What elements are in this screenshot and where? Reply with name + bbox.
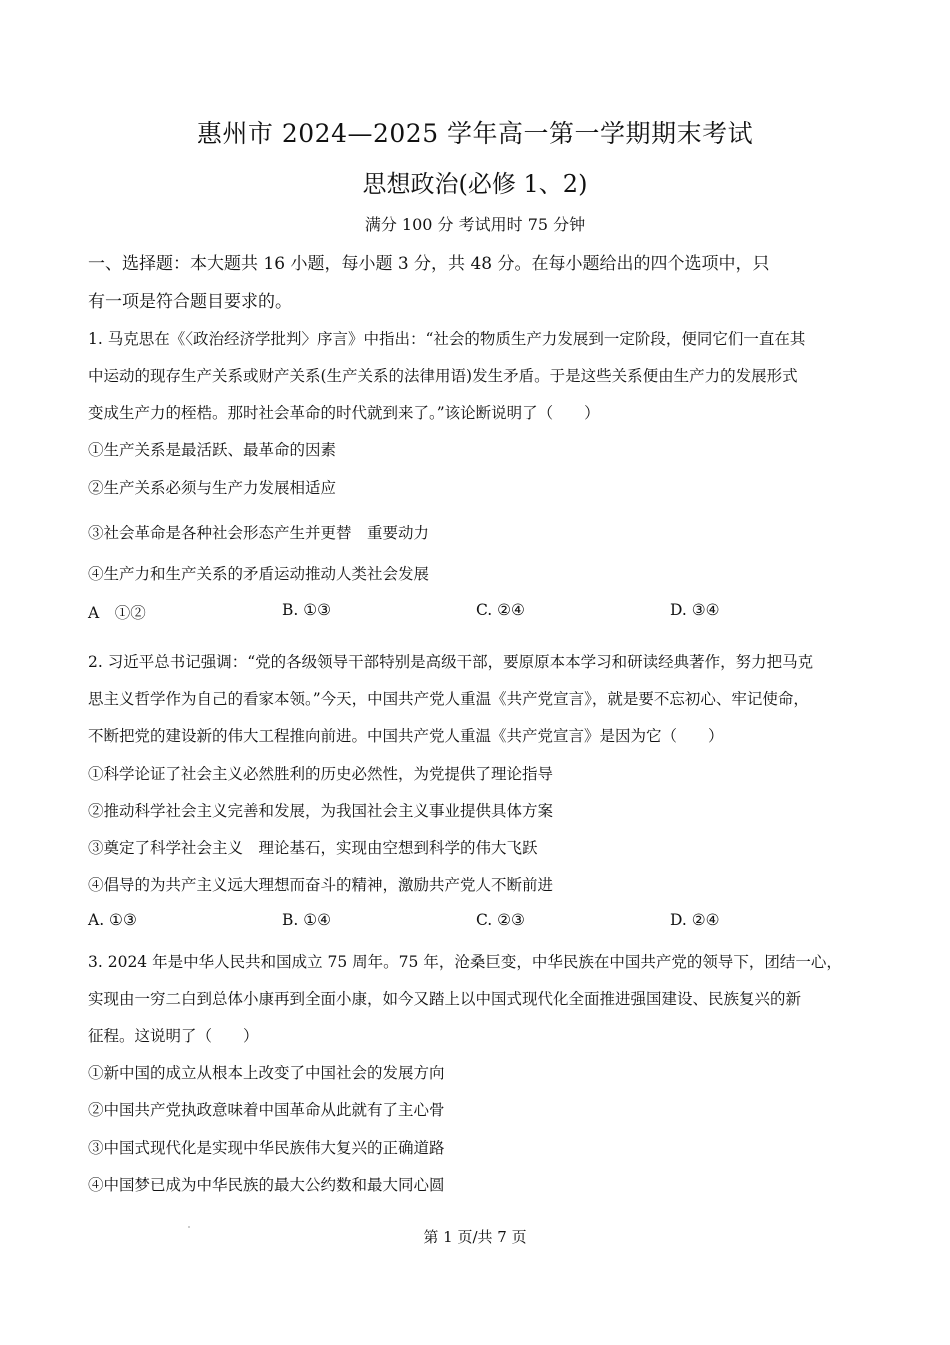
q2-item-1: ①科学论证了社会主义必然胜利的历史必然性，为党提供了理论指导 xyxy=(88,765,554,783)
q2-stem-line3: 不断把党的建设新的伟大工程推向前进。中国共产党人重温《共产党宣言》是因为它（ ） xyxy=(88,727,724,745)
q1-stem-line2: 中运动的现存生产关系或财产关系(生产关系的法律用语)发生矛盾。于是这些关系便由生产力的发展形式 xyxy=(88,367,798,385)
q2-option-a: A. ①③ xyxy=(88,911,137,929)
q3-stem-line3: 征程。这说明了（ ） xyxy=(88,1027,259,1045)
q1-item-2: ②生产关系必须与生产力发展相适应 xyxy=(88,479,337,497)
exam-subtitle: 思想政治(必修 1、2) xyxy=(362,170,588,198)
q3-item-3: ③中国式现代化是实现中华民族伟大复兴的正确道路 xyxy=(88,1139,445,1157)
q3-stem-line1: 3. 2024 年是中华人民共和国成立 75 周年。75 年，沧桑巨变，中华民族在中国共产党的领导下，团结一心， xyxy=(88,953,842,971)
q1-item-3: ③社会革命是各种社会形态产生并更替 重要动力 xyxy=(88,524,430,542)
q2-stem-line2: 思主义哲学作为自己的看家本领。”今天，中国共产党人重温《共产党宣言》，就是要不忘初心、牢记使命， xyxy=(88,690,809,708)
q1-option-c: C. ②④ xyxy=(476,601,525,619)
q2-item-4: ④倡导的为共产主义远大理想而奋斗的精神，激励共产党人不断前进 xyxy=(88,876,554,894)
q3-item-1: ①新中国的成立从根本上改变了中国社会的发展方向 xyxy=(88,1064,445,1082)
q1-item-4: ④生产力和生产关系的矛盾运动推动人类社会发展 xyxy=(88,565,430,583)
q2-stem-line1: 2. 习近平总书记强调：“党的各级领导干部特别是高级干部，要原原本本学习和研读经典著作，努力把马克 xyxy=(88,653,814,671)
q1-stem-line3: 变成生产力的桎梏。那时社会革命的时代就到来了。”该论断说明了（ ） xyxy=(88,404,600,422)
exam-title: 惠州市 2024—2025 学年高一第一学期期末考试 xyxy=(196,119,754,148)
q1-option-d: D. ③④ xyxy=(670,601,720,619)
q3-stem-line2: 实现由一穷二白到总体小康再到全面小康，如今又踏上以中国式现代化全面推进强国建设、民族复兴的新 xyxy=(88,990,802,1008)
q2-option-d: D. ②④ xyxy=(670,911,720,929)
q3-item-4: ④中国梦已成为中华民族的最大公约数和最大同心圆 xyxy=(88,1176,445,1194)
q1-option-a: A ①② xyxy=(88,604,146,622)
q2-option-c: C. ②③ xyxy=(476,911,525,929)
q1-option-b: B. ①③ xyxy=(282,601,332,619)
q2-item-2: ②推动科学社会主义完善和发展，为我国社会主义事业提供具体方案 xyxy=(88,802,554,820)
exam-meta: 满分 100 分 考试用时 75 分钟 xyxy=(364,215,586,234)
q2-item-3: ③奠定了科学社会主义 理论基石，实现由空想到科学的伟大飞跃 xyxy=(88,839,538,857)
q2-option-b: B. ①④ xyxy=(282,911,332,929)
q1-item-1: ①生产关系是最活跃、最革命的因素 xyxy=(88,441,337,459)
section-instruction-line2: 有一项是符合题目要求的。 xyxy=(88,292,292,312)
q1-stem-line1: 1. 马克思在《〈政治经济学批判〉序言》中指出：“社会的物质生产力发展到一定阶段，便同它们一直在其 xyxy=(88,330,806,348)
page-number: 第 1 页/共 7 页 xyxy=(423,1228,527,1246)
q3-item-2: ②中国共产党执政意味着中国革命从此就有了主心骨 xyxy=(88,1101,445,1119)
section-instruction-line1: 一、选择题：本大题共 16 小题，每小题 3 分，共 48 分。在每小题给出的四个选项中，只 xyxy=(88,254,770,274)
